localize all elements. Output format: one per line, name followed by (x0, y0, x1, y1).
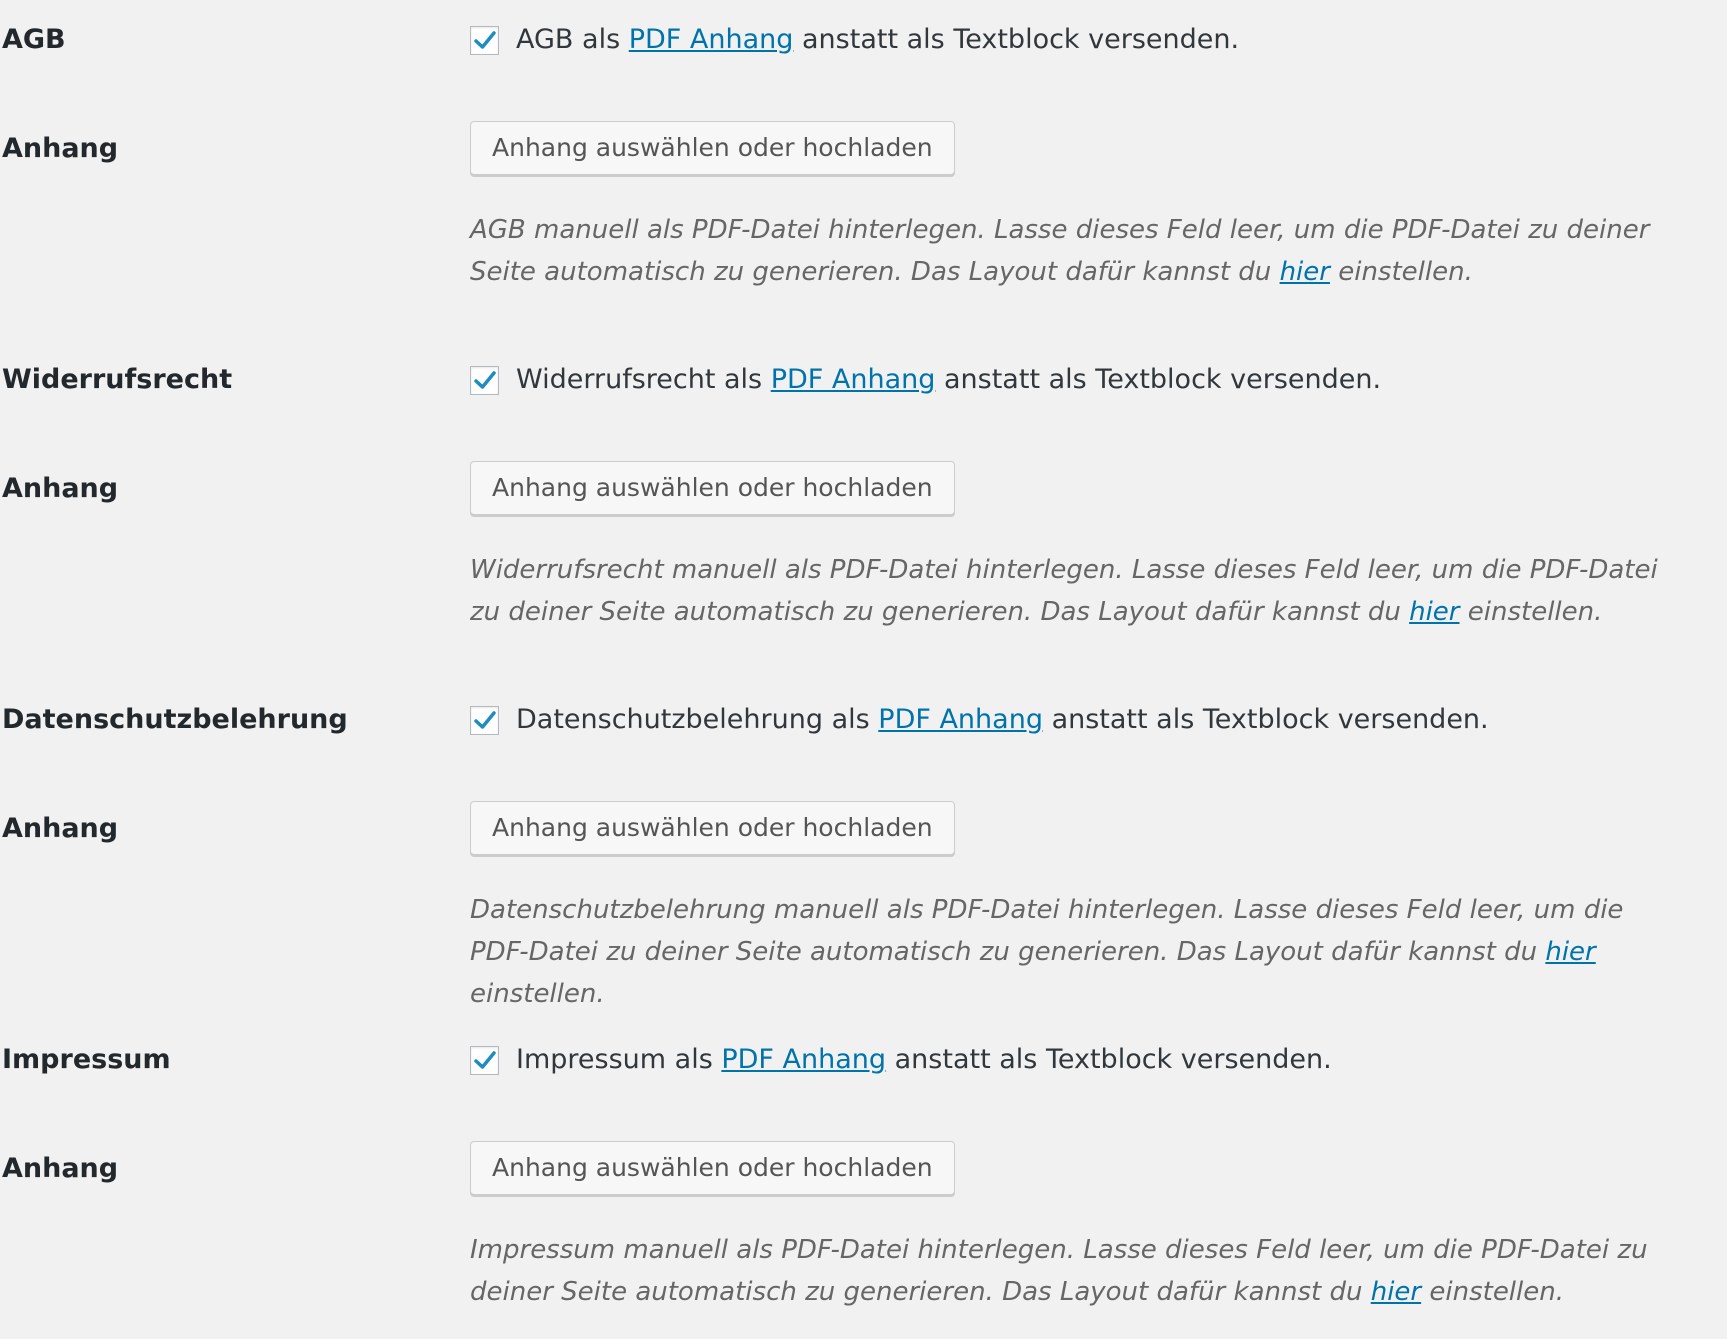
widerrufsrecht-checkbox-text-after: anstatt als Textblock versenden. (944, 364, 1382, 395)
impressum-upload-button[interactable]: Anhang auswählen oder hochladen (470, 1141, 955, 1195)
agb-layout-link[interactable]: hier (1279, 257, 1330, 287)
datenschutzbelehrung-upload-button[interactable]: Anhang auswählen oder hochladen (470, 801, 955, 855)
row-label-datenschutzbelehrung: Datenschutzbelehrung (2, 704, 348, 735)
widerrufsrecht-pdf-anhang-link[interactable]: PDF Anhang (770, 364, 936, 395)
datenschutzbelehrung-checkbox-text-after: anstatt als Textblock versenden. (1051, 704, 1489, 735)
row-label-impressum-attachment: Anhang (2, 1153, 119, 1184)
impressum-pdf-anhang-link[interactable]: PDF Anhang (721, 1044, 887, 1075)
datenschutzbelehrung-description (470, 889, 1670, 1015)
agb-pdf-anhang-link[interactable]: PDF Anhang (628, 24, 794, 55)
row-label-agb: AGB (2, 24, 66, 55)
widerrufsrecht-checkbox-text-before: Widerrufsrecht als (516, 364, 763, 395)
checkmark-icon (473, 28, 497, 52)
agb-pdf-checkbox-line (470, 22, 1239, 58)
checkmark-icon (473, 368, 497, 392)
agb-checkbox-text-before: AGB als (516, 24, 621, 55)
checkmark-icon (473, 1048, 497, 1072)
widerrufsrecht-layout-link[interactable]: hier (1409, 597, 1460, 627)
agb-description (470, 209, 1670, 293)
row-label-agb-attachment: Anhang (2, 133, 119, 164)
widerrufsrecht-upload-button[interactable]: Anhang auswählen oder hochladen (470, 461, 955, 515)
impressum-description-end: einstellen. (1429, 1277, 1564, 1307)
widerrufsrecht-pdf-checkbox-line (470, 362, 1381, 398)
impressum-checkbox-text-before: Impressum als (516, 1044, 713, 1075)
impressum-description-text: Impressum manuell als PDF-Datei hinterlegen. Lasse dieses Feld leer, um die PDF-Datei zu deiner Seite automatisch zu generieren. Das Layout dafür kannst du (470, 1235, 1648, 1307)
impressum-pdf-checkbox[interactable] (470, 1046, 499, 1075)
agb-checkbox-text-after: anstatt als Textblock versenden. (802, 24, 1240, 55)
widerrufsrecht-description-end: einstellen. (1467, 597, 1603, 627)
widerrufsrecht-pdf-checkbox[interactable] (470, 366, 499, 395)
row-label-widerrufsrecht: Widerrufsrecht (2, 364, 233, 395)
datenschutzbelehrung-description-end: einstellen. (470, 979, 605, 1009)
impressum-layout-link[interactable]: hier (1370, 1277, 1422, 1307)
agb-description-end: einstellen. (1338, 257, 1473, 287)
datenschutzbelehrung-pdf-checkbox-line (470, 702, 1489, 738)
impressum-description (470, 1229, 1670, 1313)
datenschutzbelehrung-checkbox-text-before: Datenschutzbelehrung als (516, 704, 870, 735)
widerrufsrecht-description-text: Widerrufsrecht manuell als PDF-Datei hinterlegen. Lasse dieses Feld leer, um die PDF-Datei zu deiner Seite automatisch zu generieren. Das Layout dafür kannst du (470, 555, 1658, 627)
widerrufsrecht-description (470, 549, 1670, 633)
datenschutzbelehrung-pdf-checkbox[interactable] (470, 706, 499, 735)
agb-pdf-checkbox[interactable] (470, 26, 499, 55)
agb-description-text: AGB manuell als PDF-Datei hinterlegen. Lasse dieses Feld leer, um die PDF-Datei zu deiner Seite automatisch zu generieren. Das Layout dafür kannst du (470, 215, 1650, 287)
row-label-widerrufsrecht-attachment: Anhang (2, 473, 119, 504)
impressum-checkbox-text-after: anstatt als Textblock versenden. (894, 1044, 1332, 1075)
row-label-impressum: Impressum (2, 1044, 171, 1075)
row-label-datenschutzbelehrung-attachment: Anhang (2, 813, 119, 844)
impressum-pdf-checkbox-line (470, 1042, 1332, 1078)
datenschutzbelehrung-pdf-anhang-link[interactable]: PDF Anhang (878, 704, 1043, 735)
agb-upload-button[interactable]: Anhang auswählen oder hochladen (470, 121, 955, 175)
datenschutzbelehrung-description-text: Datenschutzbelehrung manuell als PDF-Datei hinterlegen. Lasse dieses Feld leer, um die PDF-Datei zu deiner Seite automatisch zu generieren. Das Layout dafür kannst du (470, 895, 1624, 967)
checkmark-icon (473, 708, 497, 732)
datenschutzbelehrung-layout-link[interactable]: hier (1545, 937, 1596, 967)
